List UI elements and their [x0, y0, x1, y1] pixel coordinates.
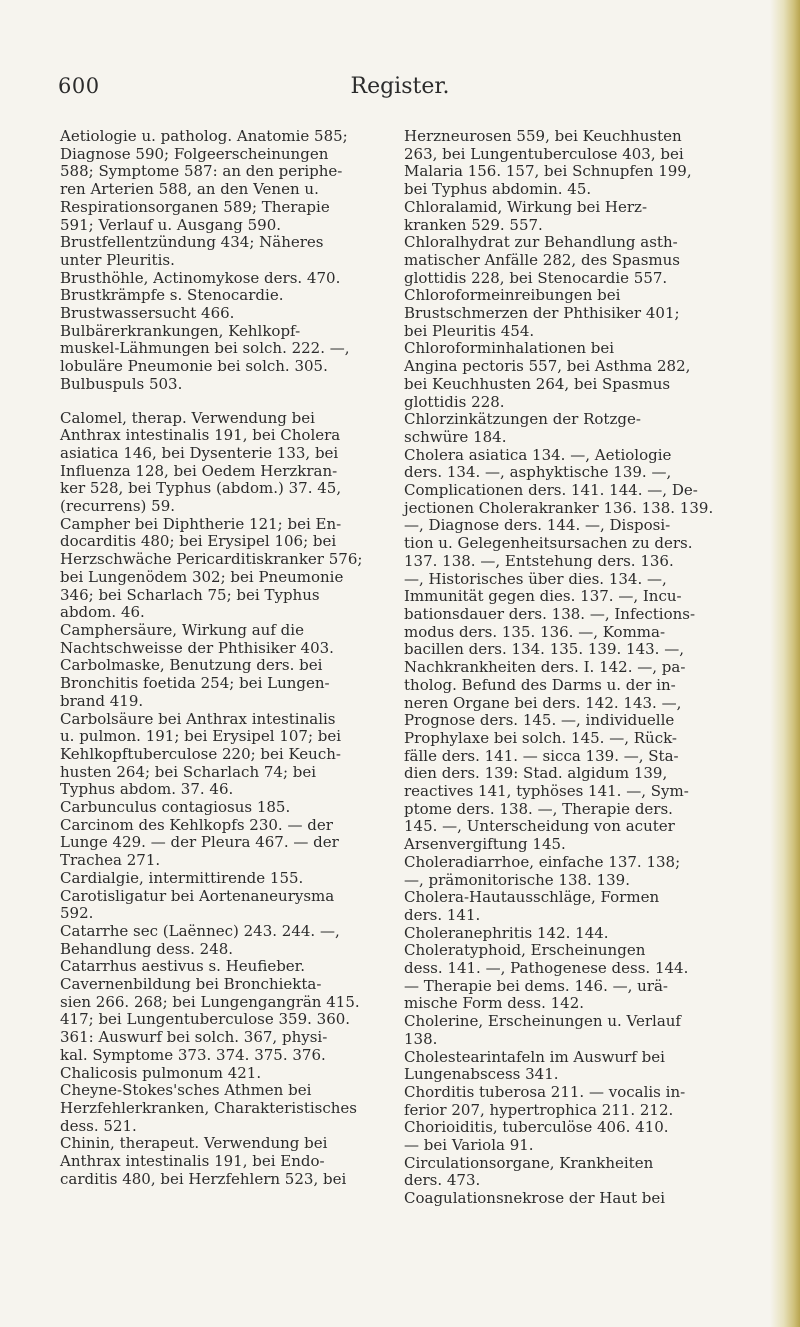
index-line: —, prämonitorische 138. 139. [404, 870, 630, 889]
index-line: Complicationen ders. 141. 144. —, De- [404, 481, 698, 500]
index-line: Prognose ders. 145. —, individuelle [404, 711, 675, 730]
index-line: Carbolsäure bei Anthrax intestinalis [60, 709, 336, 728]
index-line: Nachtschweisse der Phthisiker 403. [60, 638, 334, 657]
index-line: ferior 207, hypertrophica 211. 212. [404, 1100, 674, 1119]
index-line: ders. 141. [404, 905, 481, 924]
index-line: bacillen ders. 134. 135. 139. 143. —, [404, 640, 684, 659]
index-line: Herzneurosen 559, bei Keuchhusten [404, 127, 682, 145]
index-line: Brustkrämpfe s. Stenocardie. [60, 286, 284, 305]
index-line: schwüre 184. [404, 427, 507, 446]
index-line: Campher bei Diphtherie 121; bei En- [60, 514, 342, 533]
index-line: (recurrens) 59. [60, 497, 176, 516]
index-line: Cholerine, Erscheinungen u. Verlauf [404, 1012, 681, 1031]
index-line: 263, bei Lungentuberculose 403, bei [404, 144, 684, 163]
index-line: sien 266. 268; bei Lungengangrän 415. [60, 992, 360, 1011]
index-line: fälle ders. 141. — sicca 139. —, Sta- [404, 746, 679, 765]
index-line: Diagnose 590; Folgeerscheinungen [60, 144, 329, 163]
index-line: dien ders. 139: Stad. algidum 139, [404, 764, 668, 783]
index-line: Angina pectoris 557, bei Asthma 282, [404, 357, 691, 376]
index-line: jectionen Cholerakranker 136. 138. 139. [404, 498, 714, 517]
index-line: glottidis 228, bei Stenocardie 557. [404, 268, 668, 287]
index-line: husten 264; bei Scharlach 74; bei [60, 762, 317, 781]
index-line: ders. 134. —, asphyktische 139. —, [404, 463, 672, 482]
index-line: neren Organe bei ders. 142. 143. —, [404, 693, 682, 712]
index-line: Cholestearintafeln im Auswurf bei [404, 1047, 665, 1066]
index-line: Malaria 156. 157, bei Schnupfen 199, [404, 162, 692, 181]
index-line: ders. 473. [404, 1171, 481, 1190]
index-line: Lungenabscess 341. [404, 1065, 559, 1084]
index-line: Respirationsorganen 589; Therapie [60, 197, 330, 216]
index-line: Chinin, therapeut. Verwendung bei [60, 1134, 328, 1153]
index-line: Anthrax intestinalis 191, bei Cholera [60, 426, 341, 445]
index-line: Bronchitis foetida 254; bei Lungen- [60, 674, 330, 693]
page-edge [770, 0, 800, 1327]
index-line: modus ders. 135. 136. —, Komma- [404, 622, 666, 641]
index-line: —, Historisches über dies. 134. —, [404, 569, 667, 588]
index-column-left [60, 128, 378, 1188]
index-line: brand 419. [60, 691, 144, 710]
index-column-right [404, 128, 732, 1208]
index-line: Behandlung dess. 248. [60, 939, 234, 958]
index-line: kal. Symptome 373. 374. 375. 376. [60, 1045, 326, 1064]
index-line: Carbunculus contagiosus 185. [60, 798, 291, 817]
index-line: carditis 480, bei Herzfehlern 523, bei [60, 1169, 347, 1188]
index-line: Bulbärerkrankungen, Kehlkopf- [60, 321, 301, 340]
index-line: Nachkrankheiten ders. I. 142. —, pa- [404, 658, 686, 677]
index-line: Brustschmerzen der Phthisiker 401; [404, 304, 680, 323]
index-line: Chlorzinkätzungen der Rotzge- [404, 410, 641, 429]
index-line: Choleranephritis 142. 144. [404, 923, 609, 942]
index-line: Prophylaxe bei solch. 145. —, Rück- [404, 728, 677, 747]
index-line: 588; Symptome 587: an den periphe- [60, 162, 343, 181]
index-line: Aetiologie u. patholog. Anatomie 585; [60, 127, 348, 145]
index-line: Immunität gegen dies. 137. —, Incu- [404, 587, 682, 606]
index-line: Cholera-Hautausschläge, Formen [404, 888, 660, 907]
index-line: —, Diagnose ders. 144. —, Disposi- [404, 516, 671, 535]
index-line: Brustwassersucht 466. [60, 304, 235, 323]
index-line: bei Pleuritis 454. [404, 321, 535, 340]
index-line: Carbolmaske, Benutzung ders. bei [60, 656, 323, 675]
page-number: 600 [58, 74, 100, 98]
index-line: lobuläre Pneumonie bei solch. 305. [60, 357, 328, 376]
index-line: 138. [404, 1029, 438, 1048]
index-line: Calomel, therap. Verwendung bei [60, 408, 315, 427]
index-line: docarditis 480; bei Erysipel 106; bei [60, 532, 337, 551]
index-line: Trachea 271. [60, 851, 161, 870]
page-header [0, 74, 800, 110]
index-line: bei Keuchhusten 264, bei Spasmus [404, 374, 671, 393]
index-line: mische Form dess. 142. [404, 994, 585, 1013]
index-line: Coagulationsnekrose der Haut bei [404, 1189, 666, 1208]
index-line: 137. 138. —, Entstehung ders. 136. [404, 551, 674, 570]
index-line: 361: Auswurf bei solch. 367, physi- [60, 1028, 328, 1047]
index-line: dess. 141. —, Pathogenese dess. 144. [404, 959, 689, 978]
index-line: Brustfellentzündung 434; Näheres [60, 233, 324, 252]
index-line: bationsdauer ders. 138. —, Infections- [404, 604, 696, 623]
index-line: Typhus abdom. 37. 46. [60, 780, 234, 799]
index-line: asiatica 146, bei Dysenterie 133, bei [60, 443, 339, 462]
index-line: Camphersäure, Wirkung auf die [60, 620, 304, 639]
index-line: Herzfehlerkranken, Charakteristisches [60, 1098, 358, 1117]
index-line: Circulationsorgane, Krankheiten [404, 1153, 654, 1172]
index-line: 346; bei Scharlach 75; bei Typhus [60, 585, 320, 604]
index-line: matischer Anfälle 282, des Spasmus [404, 250, 681, 269]
index-line: Influenza 128, bei Oedem Herzkran- [60, 461, 338, 480]
index-line: Brusthöhle, Actinomykose ders. 470. [60, 268, 341, 287]
index-line: Anthrax intestinalis 191, bei Endo- [60, 1152, 325, 1171]
index-line: Carotisligatur bei Aortenaneurysma [60, 886, 335, 905]
index-line: Cholera asiatica 134. —, Aetiologie [404, 445, 672, 464]
index-line: Kehlkopftuberculose 220; bei Keuch- [60, 744, 341, 763]
index-line: muskel-Lähmungen bei solch. 222. —, [60, 339, 350, 358]
index-line: Herzschwäche Pericarditiskranker 576; [60, 550, 363, 569]
index-line: Catarrhe sec (Laënnec) 243. 244. —, [60, 921, 340, 940]
index-line: Chalicosis pulmonum 421. [60, 1063, 262, 1082]
index-line: dess. 521. [60, 1116, 137, 1135]
index-line: Cheyne-Stokes'sches Athmen bei [60, 1081, 312, 1100]
index-line: Chloralhydrat zur Behandlung asth- [404, 233, 678, 252]
index-line: Chloralamid, Wirkung bei Herz- [404, 197, 648, 216]
index-line: kranken 529. 557. [404, 215, 543, 234]
index-line: Carcinom des Kehlkopfs 230. — der [60, 815, 333, 834]
index-line: Bulbuspuls 503. [60, 374, 183, 393]
index-line: glottidis 228. [404, 392, 505, 411]
index-line: ren Arterien 588, an den Venen u. [60, 180, 319, 199]
index-line: Cavernenbildung bei Bronchiekta- [60, 975, 322, 994]
index-line: u. pulmon. 191; bei Erysipel 107; bei [60, 727, 342, 746]
index-line: unter Pleuritis. [60, 250, 175, 269]
index-line: 591; Verlauf u. Ausgang 590. [60, 215, 282, 234]
index-line: — bei Variola 91. [404, 1136, 534, 1155]
index-line: abdom. 46. [60, 603, 145, 622]
index-line: tholog. Befund des Darms u. der in- [404, 675, 676, 694]
index-line: Choleratyphoid, Erscheinungen [404, 941, 646, 960]
index-line: reactives 141, typhöses 141. —, Sym- [404, 782, 689, 801]
index-line: tion u. Gelegenheitsursachen zu ders. [404, 534, 693, 553]
index-line: ptome ders. 138. —, Therapie ders. [404, 799, 673, 818]
index-line: Catarrhus aestivus s. Heufieber. [60, 957, 305, 976]
index-line: 592. [60, 904, 94, 923]
index-line: Chloroforminhalationen bei [404, 339, 615, 358]
index-line: Lunge 429. — der Pleura 467. — der [60, 833, 339, 852]
index-line: bei Typhus abdomin. 45. [404, 180, 592, 199]
index-line: Arsenvergiftung 145. [404, 835, 566, 854]
index-line: Chloroformeinreibungen bei [404, 286, 621, 305]
index-line: Cardialgie, intermittirende 155. [60, 868, 304, 887]
index-line: 417; bei Lungentuberculose 359. 360. [60, 1010, 351, 1029]
index-line: 145. —, Unterscheidung von acuter [404, 817, 675, 836]
index-line: bei Lungenödem 302; bei Pneumonie [60, 567, 344, 586]
index-line: Chorditis tuberosa 211. — vocalis in- [404, 1082, 686, 1101]
index-line: Chorioiditis, tuberculöse 406. 410. [404, 1118, 669, 1137]
index-line: Choleradiarrhoe, einfache 137. 138; [404, 852, 681, 871]
running-head: Register. [350, 74, 450, 99]
index-line: — Therapie bei dems. 146. —, urä- [404, 976, 668, 995]
index-line: ker 528, bei Typhus (abdom.) 37. 45, [60, 479, 342, 498]
